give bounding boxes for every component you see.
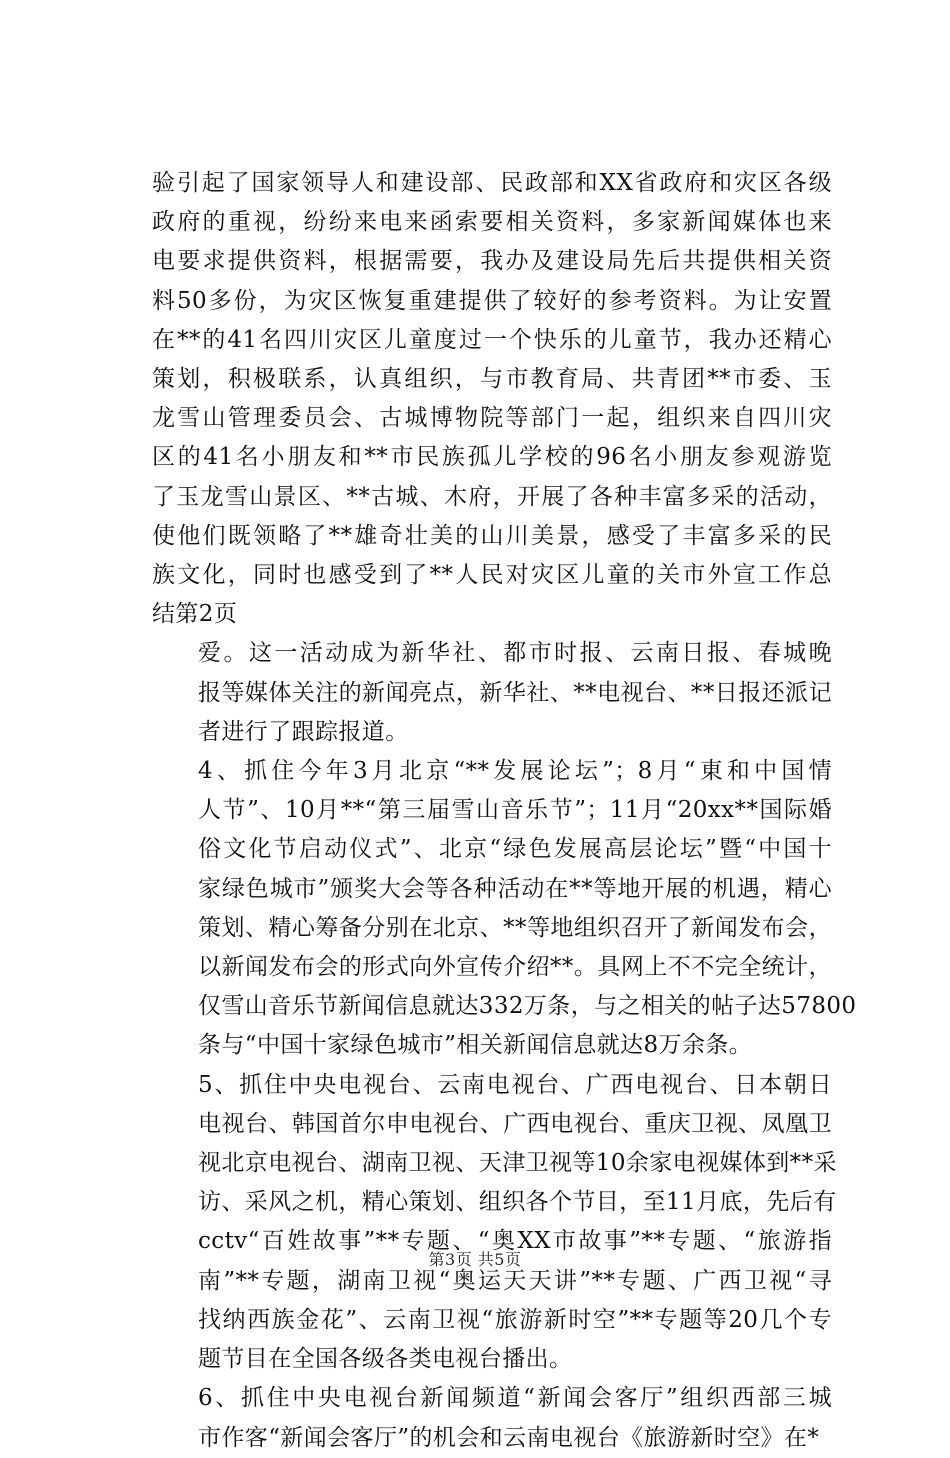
text-line: 视北京电视台、湖南卫视、天津卫视等10余家电视媒体到**采 <box>198 1150 837 1177</box>
text-line: 仅雪山音乐节新闻信息就达332万条，与之相关的帖子达57800 <box>198 993 857 1020</box>
page-footer: 第3页 共5页 <box>428 1250 522 1269</box>
text-line: 6、抓住中央电视台新闻频道“新闻会客厅”组织西部三城 <box>198 1385 832 1412</box>
text-line: 题节目在全国各级各类电视台播出。 <box>198 1346 573 1373</box>
text-line: 区的41名小朋友和**市民族孤儿学校的96名小朋友参观游览 <box>152 444 832 471</box>
text-line: 4、抓住今年3月北京“**发展论坛”；8月“東和中国情 <box>198 758 832 785</box>
text-line: 电要求提供资料，根据需要，我办及建设局先后共提供相关资 <box>152 248 832 275</box>
text-line: 找纳西族金花”、云南卫视“旅游新时空”**专题等20几个专 <box>198 1306 832 1333</box>
text-line: 在**的41名四川灾区儿童度过一个快乐的儿童节，我办还精心 <box>152 326 832 353</box>
text-line: 了玉龙雪山景区、**古城、木府，开展了各种丰富多采的活动， <box>152 483 832 510</box>
text-line: 龙雪山管理委员会、古城博物院等部门一起，组织来自四川灾 <box>152 405 832 432</box>
text-line: 南”**专题，湖南卫视“奥运天天讲”**专题、广西卫视“寻 <box>198 1267 832 1294</box>
text-line: 者进行了跟踪报道。 <box>198 718 409 745</box>
body-paragraph <box>152 752 857 1066</box>
text-line: 政府的重视，纷纷来电来函索要相关资料，多家新闻媒体也来 <box>152 209 832 236</box>
body-paragraph <box>152 1379 832 1457</box>
body-paragraph <box>152 164 832 634</box>
text-line: 报等媒体关注的新闻亮点，新华社、**电视台、**日报还派记 <box>198 679 832 706</box>
text-line: 家绿色城市”颁奖大会等各种活动在**等地开展的机遇，精心 <box>198 875 832 902</box>
body-paragraph <box>152 1066 837 1380</box>
text-line: 以新闻发布会的形式向外宣传介绍**。具网上不不完全统计， <box>198 954 832 981</box>
text-line: 电视台、韩国首尔申电视台、广西电视台、重庆卫视、凤凰卫 <box>198 1110 832 1137</box>
text-line: cctv“百姓故事”**专题、“奥XX市故事”**专题、“旅游指 <box>198 1228 832 1255</box>
text-line: 爱。这一活动成为新华社、都市时报、云南日报、春城晚 <box>198 640 832 667</box>
text-line: 结第2页 <box>152 601 238 628</box>
text-line: 验引起了国家领导人和建设部、民政部和XX省政府和灾区各级 <box>152 170 832 196</box>
text-line: 策划，积极联系，认真组织，与市教育局、共青团**市委、玉 <box>152 366 832 393</box>
text-line: 市作客“新闻会客厅”的机会和云南电视台《旅游新时空》在* <box>198 1424 820 1451</box>
text-line: 人节”、10月**“第三届雪山音乐节”；11月“20xx**国际婚 <box>198 797 832 824</box>
text-line: 策划、精心筹备分别在北京、**等地组织召开了新闻发布会， <box>198 914 832 941</box>
text-line: 族文化，同时也感受到了**人民对灾区儿童的关市外宣工作总 <box>152 562 832 589</box>
text-line: 条与“中国十家绿色城市”相关新闻信息就达8万余条。 <box>198 1032 753 1059</box>
text-line: 俗文化节启动仪式”、北京“绿色发展高层论坛”暨“中国十 <box>198 836 832 863</box>
text-line: 访、采风之机，精心策划、组织各个节目，至11月底，先后有 <box>198 1189 837 1216</box>
text-line: 5、抓住中央电视台、云南电视台、广西电视台、日本朝日 <box>198 1071 832 1098</box>
body-paragraph <box>152 634 832 752</box>
text-line: 料50多份，为灾区恢复重建提供了较好的参考资料。为让安置 <box>152 287 832 314</box>
text-line: 使他们既领略了**雄奇壮美的山川美景，感受了丰富多采的民 <box>152 522 832 549</box>
